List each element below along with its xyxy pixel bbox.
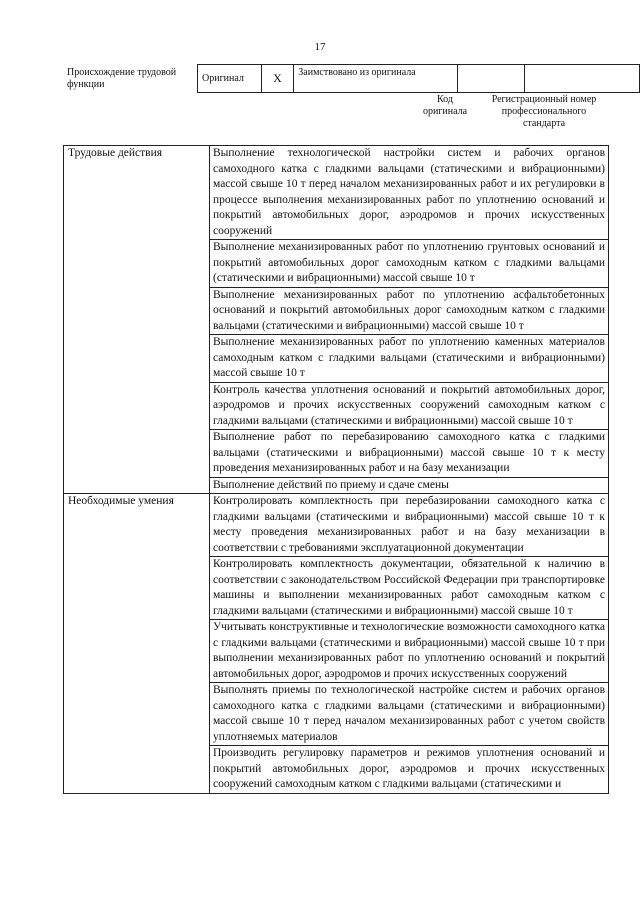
list-item: Производить регулировку параметров и режимов уплотнения оснований и покрытий автомобильных дорог, аэродромов и прочих искусственных сооружений самоходным катком с гладкими вальцами (статическими и bbox=[210, 746, 609, 794]
section-heading: Необходимые умения bbox=[64, 494, 210, 794]
list-item: Контролировать комплектность документации, обязательной к наличию в соответствии с законодательством Российской Федерации при транспортировке машины и выполнении механизированных работ самоходным катком с гладкими вальцами (статическими и вибрационными) массой свыше 10 т bbox=[210, 557, 609, 620]
borrowed-cell: Заимствовано из оригинала bbox=[294, 65, 458, 93]
table-row bbox=[64, 494, 609, 557]
list-item: Контролировать комплектность при перебазировании самоходного катка с гладкими вальцами (статическими и вибрационными) массой свыше 10 т к месту проведения механизированных работ и на базу механизации в соответствии с требованиями эксплуатационной документации bbox=[210, 494, 609, 557]
reg-number-note: Регистрационный номер профессионального стандарта bbox=[491, 94, 597, 129]
code-cell bbox=[457, 65, 524, 93]
table-row bbox=[64, 146, 609, 240]
list-item: Выполнение действий по приему и сдаче смены bbox=[210, 477, 609, 494]
page-number: 17 bbox=[314, 41, 326, 53]
section-heading: Трудовые действия bbox=[64, 146, 210, 494]
function-table bbox=[63, 145, 609, 794]
list-item: Выполнение механизированных работ по уплотнению асфальтобетонных оснований и покрытий автомобильных дорог самоходным катком с гладкими вальцами (статическими и вибрационными) массой свыше 10 т bbox=[210, 287, 609, 335]
list-item: Контроль качества уплотнения оснований и покрытий автомобильных дорог, аэродромов и прочих искусственных сооружений самоходным катком с гладкими вальцами (статическими и вибрационными) массой свыше 10 т bbox=[210, 382, 609, 430]
list-item: Выполнение технологической настройки систем и рабочих органов самоходного катка с гладкими вальцами (статическими и вибрационными) массой свыше 10 т перед началом механизированных работ и их регулировки в процессе выполнения механизированных работ по уплотнению оснований и покрытий автомобильных дорог, аэродромов и прочих искусственных сооружений bbox=[210, 146, 609, 240]
list-item: Выполнение механизированных работ по уплотнению каменных материалов самоходным катком с гладкими вальцами (статическими и вибрационными) массой свыше 10 т bbox=[210, 335, 609, 383]
list-item: Выполнять приемы по технологической настройке систем и рабочих органов самоходного катка с гладкими вальцами (статическими и вибрационными) массой свыше 10 т перед началом механизированных работ с учетом свойств уплотняемых материалов bbox=[210, 683, 609, 746]
list-item: Выполнение механизированных работ по уплотнению грунтовых оснований и покрытий автомобильных дорог самоходным катком с гладкими вальцами (статическими и вибрационными) массой свыше 10 т bbox=[210, 240, 609, 288]
code-note: Код оригинала bbox=[422, 94, 468, 117]
original-mark: X bbox=[261, 65, 294, 93]
original-cell: Оригинал bbox=[198, 65, 262, 93]
list-item: Выполнение работ по перебазированию самоходного катка с гладкими вальцами (статическими и вибрационными) массой свыше 10 т к месту проведения механизированных работ и на базу механизации bbox=[210, 430, 609, 478]
origin-table bbox=[197, 64, 640, 93]
origin-label: Происхождение трудовой функции bbox=[67, 67, 177, 90]
list-item: Учитывать конструктивные и технологические возможности самоходного катка с гладкими вальцами (статическими и вибрационными) массой свыше 10 т при выполнении механизированных работ по уплотнению оснований и покрытий автомобильных дорог, аэродромов и прочих искусственных сооружений bbox=[210, 620, 609, 683]
reg-number-cell bbox=[525, 65, 640, 93]
